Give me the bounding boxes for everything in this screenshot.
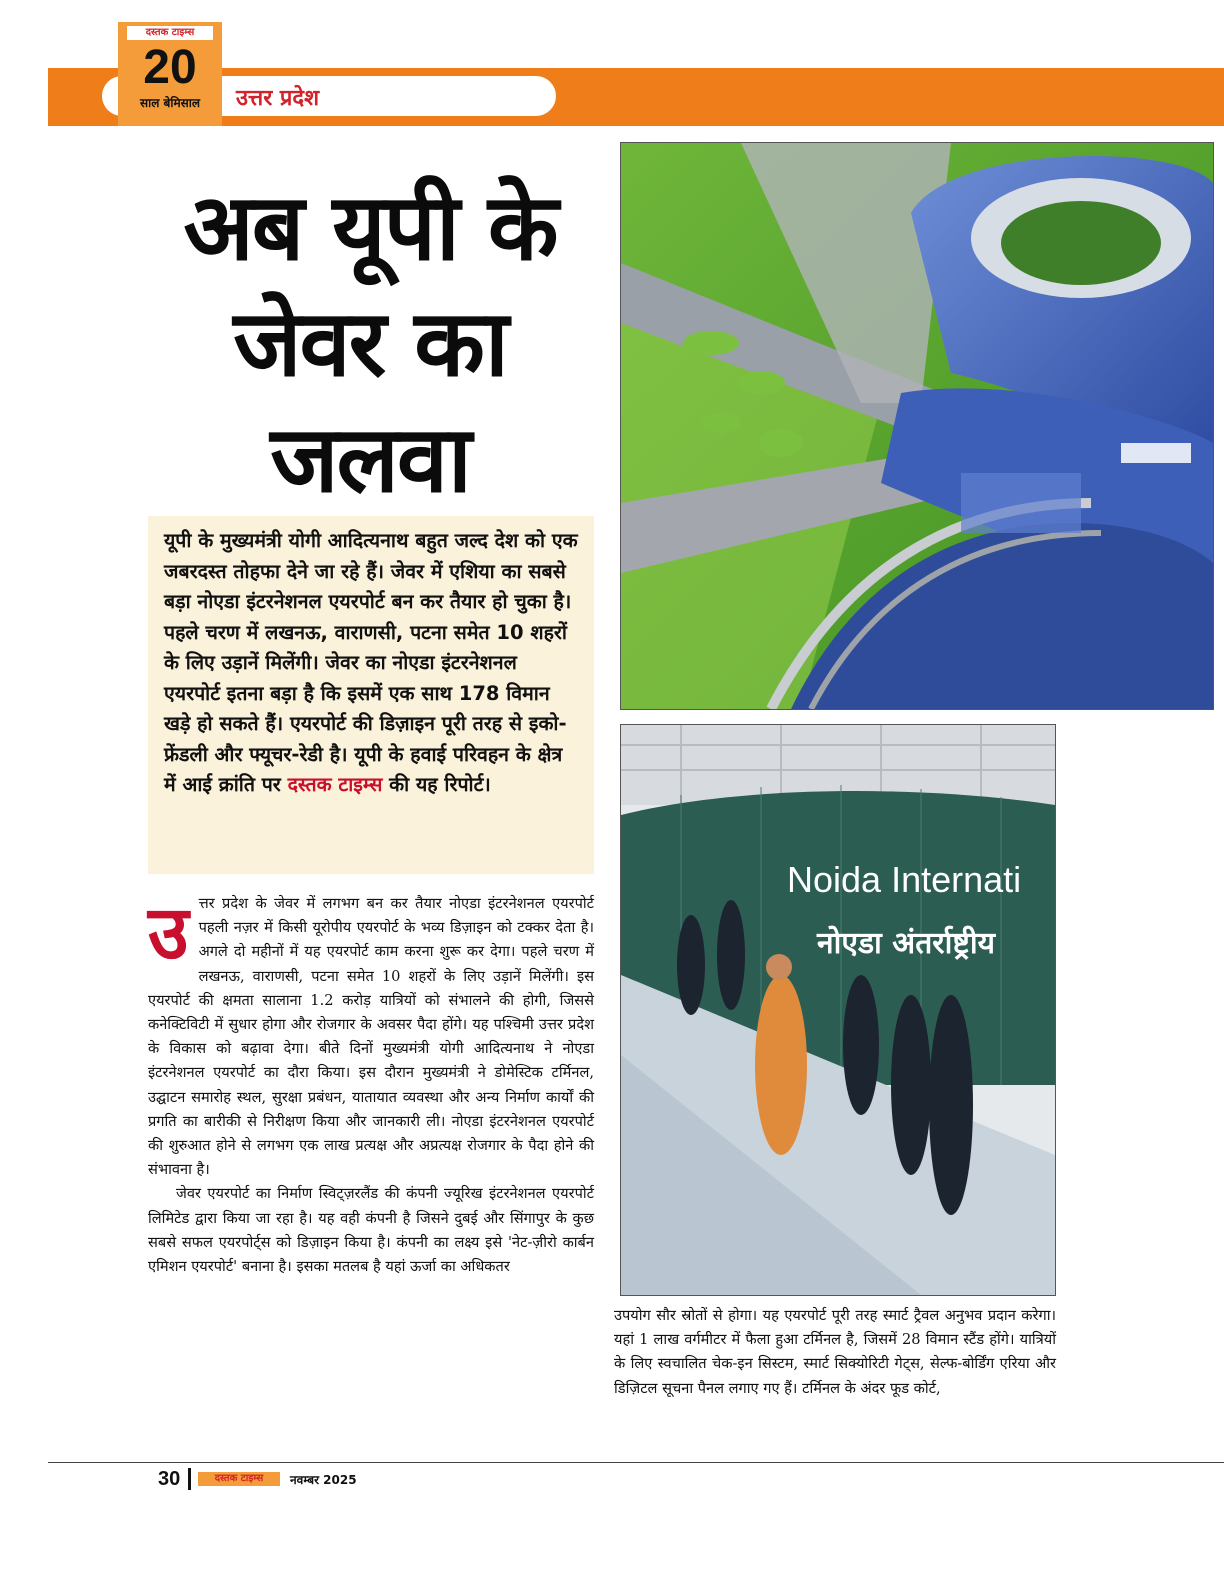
section-label: उत्तर प्रदेश — [236, 86, 320, 111]
badge-number: 20 — [143, 41, 197, 94]
headline-line-3: जलवा — [270, 406, 470, 513]
body-paragraph-3: उपयोग सौर स्रोतों से होगा। यह एयरपोर्ट पूरी तरह स्मार्ट ट्रैवल अनुभव प्रदान करेगा। यहां 1 लाख वर्गमीटर में फैला हुआ टर्मिनल है, जिसमें 28 विमान स्टैंड होंगे। यात्रियों के लिए स्वचालित चेक-इन सिस्टम, स्मार्ट सिक्योरिटी गेट्स, सेल्फ-बोर्डिंग एरिया और डिज़िटल सूचना पैनल लगाए गए हैं। टर्मिनल के अंदर फूड कोर्ट, — [614, 1307, 1056, 1397]
body-column-left — [148, 892, 594, 1279]
issue-date: नवम्बर 2025 — [290, 1473, 357, 1487]
footer-brand-logo: दस्तक टाइम्स — [198, 1472, 280, 1486]
intro-highlight: दस्तक टाइम्स — [287, 773, 383, 796]
badge-brand-logo: दस्तक टाइम्स — [127, 26, 213, 40]
footer-divider — [188, 1468, 191, 1490]
intro-box — [148, 516, 594, 874]
badge-subtitle: साल बेमिसाल — [139, 96, 201, 110]
intro-tail: की यह रिपोर्ट। — [382, 773, 491, 796]
sign-english: Noida Internati — [787, 859, 1022, 900]
anniversary-badge — [118, 22, 222, 126]
body-paragraph-1-text: त्तर प्रदेश के जेवर में लगभग बन कर तैयार नोएडा इंटरनेशनल एयरपोर्ट पहली नज़र में किसी यूरोपीय एयरपोर्ट के भव्य डिज़ाइन को टक्कर देता है। अगले दो महीनों में यह एयरपोर्ट काम करना शुरू कर देगा। पहले चरण में लखनऊ, वाराणसी, पटना समेत 10 शहरों के लिए उड़ानें मिलेंगी। इस एयरपोर्ट की क्षमता सालाना 1.2 करोड़ यात्रियों को संभालने की होगी, जिससे कनेक्टिविटी में सुधार होगा और रोजगार के अवसर पैदा होंगे। यह पश्चिमी उत्तर प्रदेश के विकास को बढ़ावा देगा। बीते दिनों मुख्यमंत्री योगी आदित्यनाथ ने नोएडा इंटरनेशनल एयरपोर्ट का दौरा किया। इस दौरान मुख्यमंत्री ने डोमेस्टिक टर्मिनल, उद्घाटन समारोह स्थल, सुरक्षा प्रबंधन, यातायात व्यवस्था और अन्य निर्माण कार्यों की प्रगति का बारीकी से निरीक्षण किया और जानकारी ली। नोएडा इंटरनेशनल एयरपोर्ट की शुरुआत होने से लगभग एक लाख प्रत्यक्ष और अप्रत्यक्ष रोजगार के पैदा होने की संभावना है। — [148, 895, 594, 1179]
headline-line-2: जेवर का — [233, 290, 507, 397]
page-number: 30 — [158, 1468, 181, 1490]
body-column-right — [614, 1304, 1056, 1401]
body-paragraph-2: जेवर एयरपोर्ट का निर्माण स्विट्ज़रलैंड की कंपनी ज्यूरिख इंटरनेशनल एयरपोर्ट लिमिटेड द्वारा किया जा रहा है। यह वही कंपनी है जिसने दुबई और सिंगापुर के कुछ सबसे सफल एयरपोर्ट्स को डिज़ाइन किया है। कंपनी का लक्ष्य इसे 'नेट-ज़ीरो कार्बन एमिशन एयरपोर्ट' बनाना है। इसका मतलब है यहां ऊर्जा का अधिकतर — [148, 1185, 594, 1276]
intro-text: यूपी के मुख्यमंत्री योगी आदित्यनाथ बहुत जल्द देश को एक जबरदस्त तोहफा देने जा रहे हैं। जेवर में एशिया का सबसे बड़ा नोएडा इंटरनेशनल एयरपोर्ट बन कर तैयार हो चुका है। पहले चरण में लखनऊ, वाराणसी, पटना समेत 10 शहरों के लिए उड़ानें मिलेंगी। जेवर का नोएडा इंटरनेशनल एयरपोर्ट इतना बड़ा है कि इसमें एक साथ 178 विमान खड़े हो सकते हैं। एयरपोर्ट की डिज़ाइन पूरी तरह से इको-फ्रेंडली और फ्यूचर-रेडी है। यूपी के हवाई परिवहन के क्षेत्र में आई क्रांति पर — [164, 529, 578, 796]
airport-aerial-photo — [620, 142, 1214, 710]
drop-cap: उ — [148, 890, 189, 976]
footer-rule — [48, 1462, 1224, 1463]
body-paragraph-1 — [148, 892, 594, 1182]
headline-line-1: अब यूपी के — [183, 174, 557, 281]
headline — [130, 170, 610, 518]
escalator-photo — [620, 724, 1056, 1296]
sign-hindi: नोएडा अंतर्राष्ट्रीय — [817, 926, 996, 961]
